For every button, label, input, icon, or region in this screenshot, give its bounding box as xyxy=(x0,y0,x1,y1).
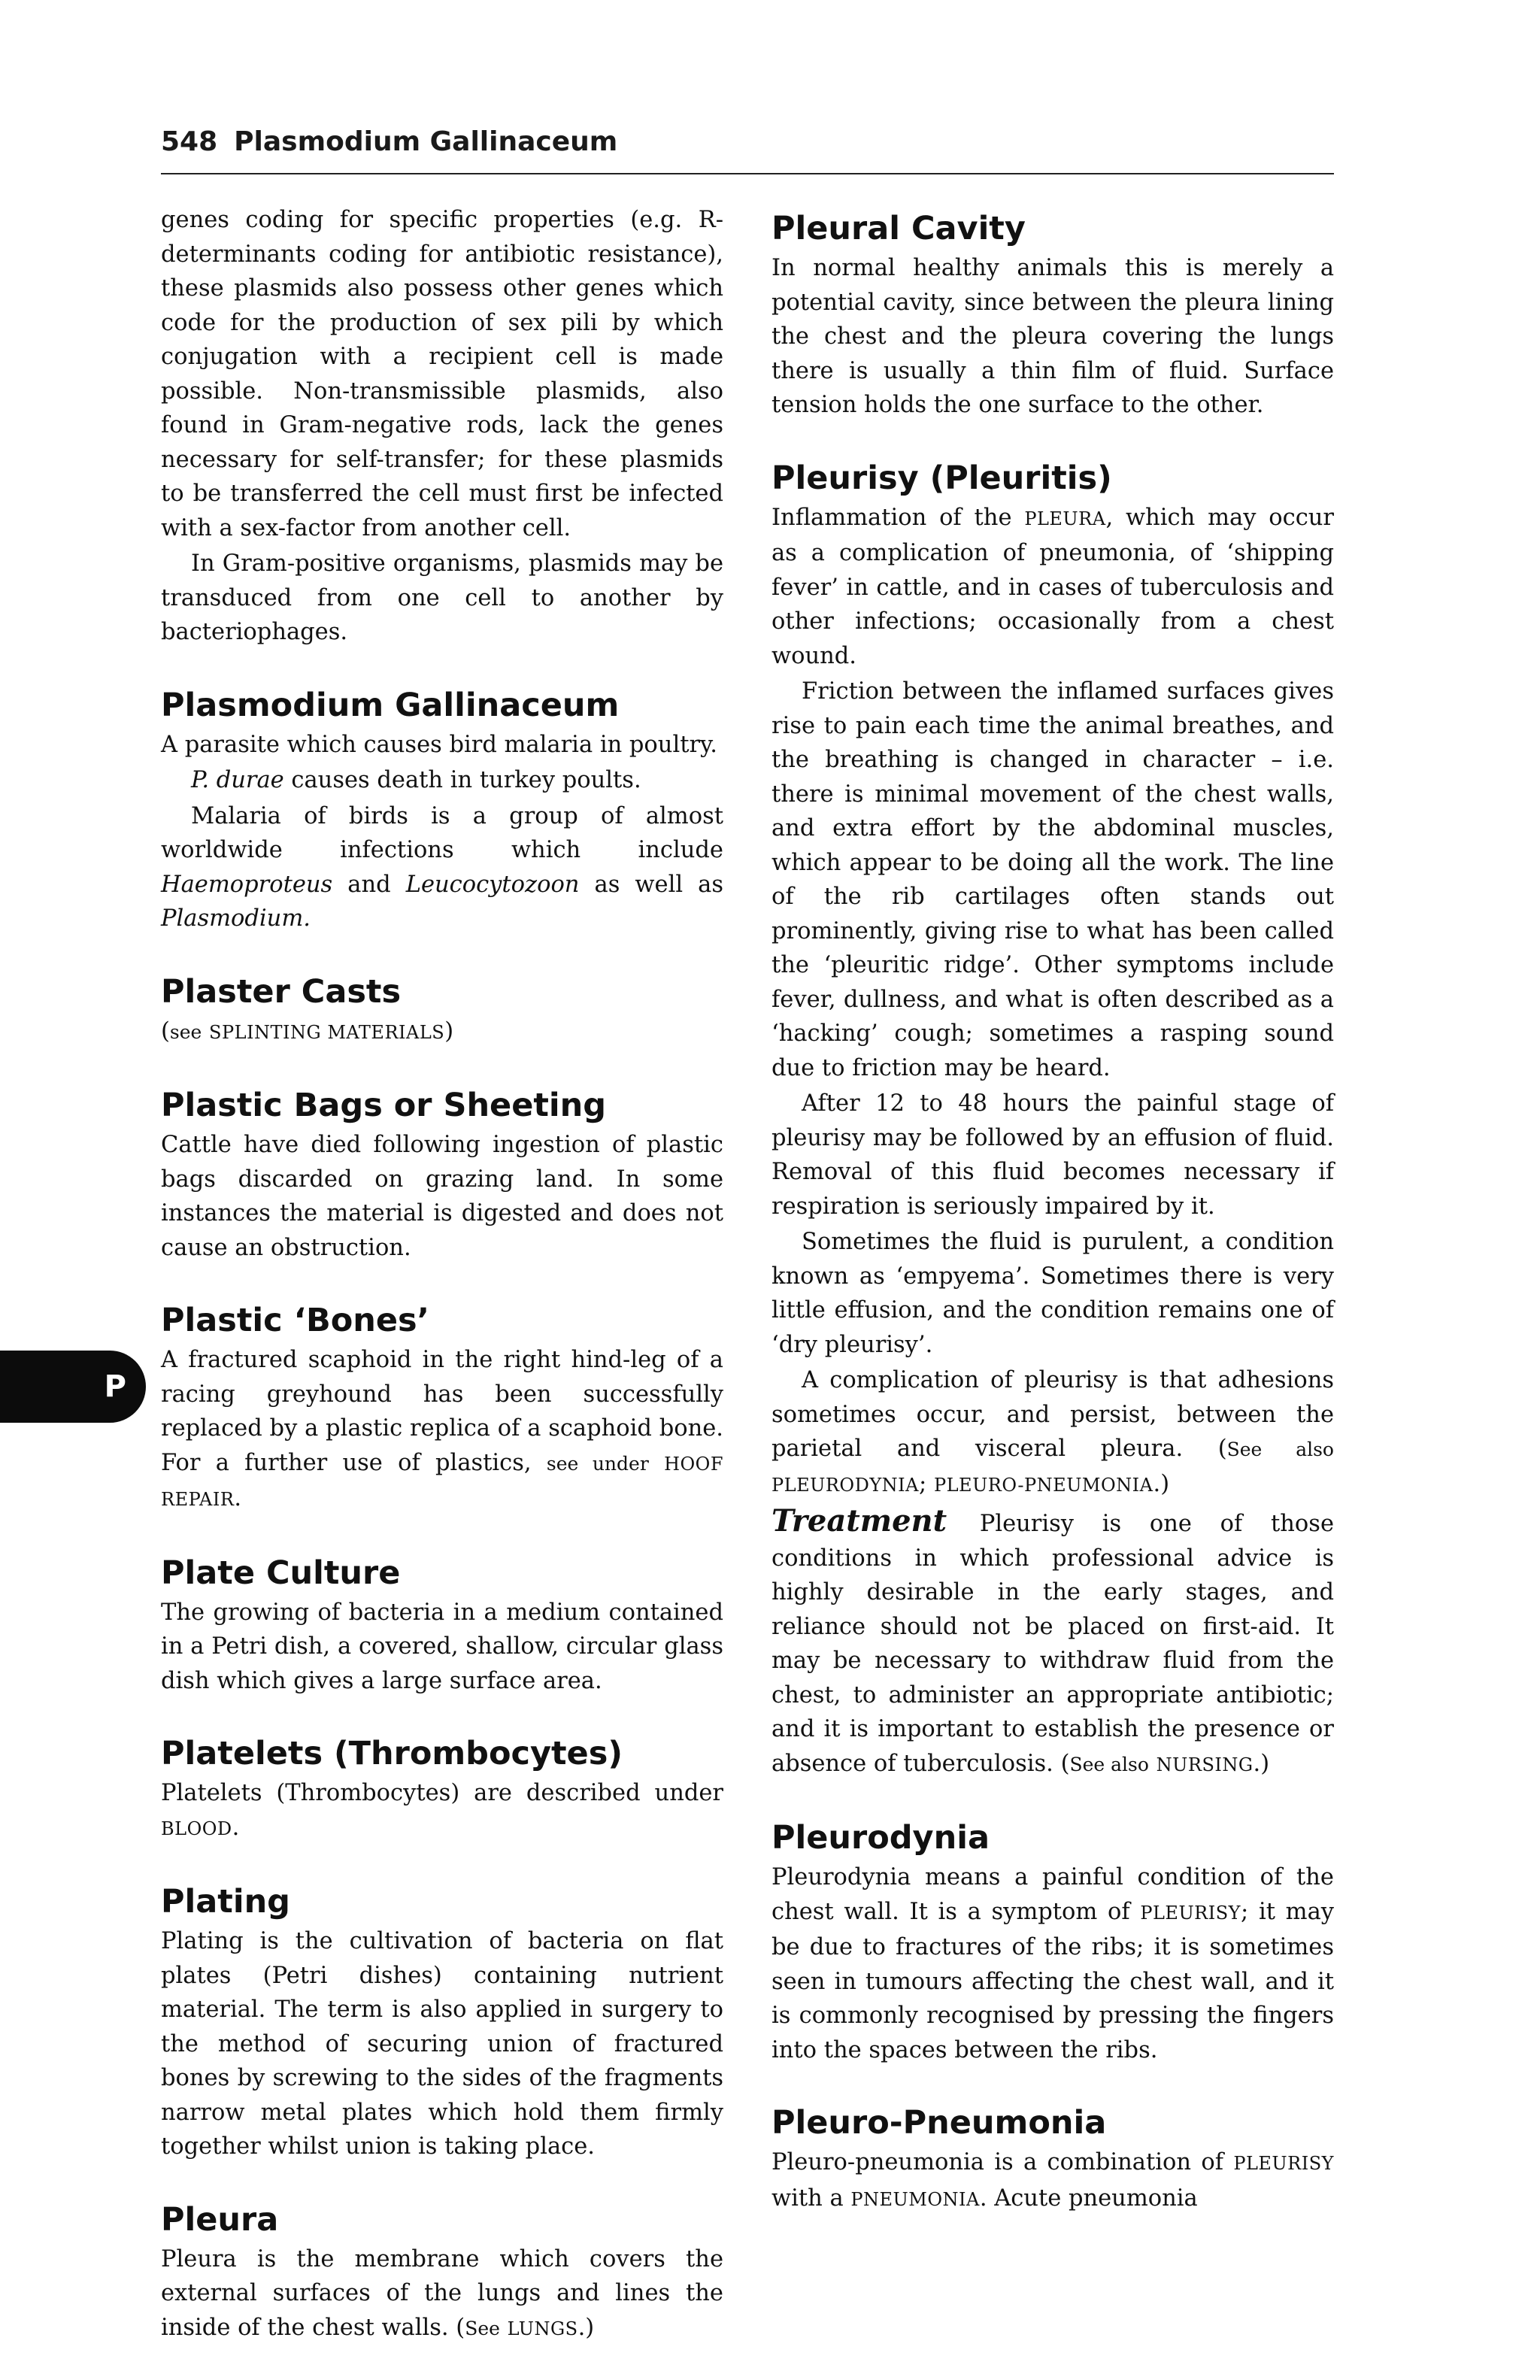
entry-text-fragment: Malaria of birds is a group of almost worldwide infections which include xyxy=(161,802,723,863)
entry-text-fragment: Platelets (Thrombocytes) are described under xyxy=(161,1780,723,1806)
entry-text-fragment: Inflammation of the xyxy=(772,504,1025,531)
cross-reference-link[interactable]: PLEURODYNIA xyxy=(772,1474,919,1496)
genus-name: Haemoproteus xyxy=(161,871,333,898)
entry-text xyxy=(161,799,723,936)
entry-title-pleurodynia: Pleurodynia xyxy=(772,1819,990,1857)
cross-reference-link[interactable]: LUNGS xyxy=(507,2318,578,2339)
cross-reference-link[interactable]: PNEUMONIA xyxy=(850,2188,980,2210)
see-label: See also xyxy=(1069,1753,1149,1775)
entry-text-fragment: as well as xyxy=(579,871,723,898)
entry-title-platelets: Platelets (Thrombocytes) xyxy=(161,1735,623,1772)
cross-reference-link[interactable]: NURSING xyxy=(1156,1754,1254,1775)
running-head xyxy=(161,126,1334,157)
entry-title-plastic-bones: Plastic ‘Bones’ xyxy=(161,1302,429,1339)
entry-text xyxy=(772,1363,1334,1502)
entry-text-fragment: Pleurodynia means a painful condition of the chest wall. It is a symptom of xyxy=(772,1864,1334,1925)
page-number: 548 xyxy=(161,126,218,157)
genus-name: Plasmodium. xyxy=(161,905,311,932)
entry-text-fragment: ( xyxy=(161,1017,170,1044)
entry-text: Cattle have died following ingestion of plastic bags discarded on grazing land. In some instances the material is digested and does not cause an obstruction. xyxy=(161,1132,723,1261)
entry-text xyxy=(161,1343,723,1517)
header-rule xyxy=(161,173,1334,174)
entry-text-fragment: causes death in turkey poults. xyxy=(283,767,641,793)
cross-reference-link[interactable]: PLEURO-PNEUMONIA xyxy=(933,1474,1153,1496)
genus-name: Leucocytozoon xyxy=(405,871,580,898)
entry-text: In normal healthy animals this is merely a potential cavity, since between the pleura lining the chest and the pleura covering the lungs there is usually a thin film of fluid. Surface tension holds the one surface to the other. xyxy=(772,255,1334,418)
entry-text-fragment: .) xyxy=(1253,1750,1270,1777)
entry-text-fragment: ) xyxy=(444,1017,454,1044)
entry-text xyxy=(772,1860,1334,2067)
cross-reference-link[interactable]: PLEURA xyxy=(1024,508,1106,529)
cross-reference-link[interactable]: HOOF REPAIR xyxy=(161,1453,723,1510)
entry-text-fragment: Pleurisy is one of those conditions in which professional advice is highly desirable in the early stages, and reliance should not be placed on first-aid. It may be necessary to withdraw fluid from the chest, to administer an appropriate antibiotic; and it is important to establish the presence or absence of tuberculosis. ( xyxy=(772,1511,1334,1777)
treatment-run-in-head: Treatment xyxy=(772,1503,947,1539)
entry-text-fragment: A fractured scaphoid in the right hind-leg of a racing greyhound has been successfully replaced by a plastic replica of a scaphoid bone. For a further use of plastics, xyxy=(161,1347,723,1476)
continued-paragraph-2: In Gram-positive organisms, plasmids may be transduced from one cell to another by bacteriophages. xyxy=(161,550,723,645)
entry-text xyxy=(161,1776,723,1846)
cross-reference-link[interactable]: SPLINTING MATERIALS xyxy=(209,1021,445,1043)
entry-title-plastic-bags: Plastic Bags or Sheeting xyxy=(161,1087,607,1124)
entry-title-plaster-casts: Plaster Casts xyxy=(161,972,402,1011)
entry-text-fragment: and xyxy=(332,871,406,898)
entry-title-pleural-cavity: Pleural Cavity xyxy=(772,210,1026,247)
entry-text-fragment: .) xyxy=(1153,1470,1170,1497)
entry-text-fragment: ; it may be due to fractures of the ribs; it is sometimes seen in tumours affecting the chest wall, and it is commonly recognised by pressing the fingers into the spaces between the ribs. xyxy=(772,1898,1334,2063)
entry-text-fragment: , which may occur as a complication of pneumonia, of ‘shipping fever’ in cattle, and in cases of tuberculosis and other infections; occasionally from a chest wound. xyxy=(772,504,1334,669)
entry-title-pleuro-pneumonia: Pleuro-Pneumonia xyxy=(772,2104,1107,2142)
entry-text-fragment: A complication of pleurisy is that adhesions sometimes occur, and persist, between the parietal and visceral pleura. ( xyxy=(772,1367,1334,1462)
entry-text-fragment: . Acute pneumonia xyxy=(979,2184,1198,2212)
entry-title-pleurisy: Pleurisy (Pleuritis) xyxy=(772,459,1112,497)
see-label: See also xyxy=(1226,1439,1334,1460)
entry-text xyxy=(772,501,1334,674)
entry-text: After 12 to 48 hours the painful stage of pleurisy may be followed by an effusion of fluid. Removal of this fluid becomes necessary if respiration is seriously impaired by it. xyxy=(772,1090,1334,1220)
thumb-tab-letter: P xyxy=(104,1369,126,1404)
continued-paragraph: genes coding for specific properties (e.g. R-determinants coding for antibiotic resistance), these plasmids also possess other genes which code for the production of sex pili by which conjugation with a recipient cell is made possible. Non-transmissible plasmids, also found in Gram-negative rods, lack the genes necessary for self-transfer; for these plasmids to be transferred the cell must first be infected with a sex-factor from another cell. xyxy=(161,207,723,541)
entry-text xyxy=(772,2145,1334,2217)
entry-text xyxy=(161,2242,723,2347)
entry-text: A parasite which causes bird malaria in poultry. xyxy=(161,731,717,758)
see-label: see under xyxy=(546,1452,649,1475)
letter-thumb-tab xyxy=(0,1351,146,1423)
genus-name: P. durae xyxy=(191,767,284,793)
cross-reference xyxy=(161,1014,723,1051)
entry-text xyxy=(161,763,723,798)
treatment-paragraph xyxy=(772,1504,1334,1782)
entry-text-fragment: Pleura is the membrane which covers the external surfaces of the lungs and lines the inside of the chest walls. ( xyxy=(161,2245,723,2341)
running-title: Plasmodium Gallinaceum xyxy=(234,126,618,157)
entry-title-plasmodium-gallinaceum: Plasmodium Gallinaceum xyxy=(161,686,620,724)
cross-reference-link[interactable]: PLEURISY xyxy=(1140,1902,1241,1924)
entry-text: The growing of bacteria in a medium contained in a Petri dish, a covered, shallow, circular glass dish which gives a large surface area. xyxy=(161,1599,723,1694)
right-column xyxy=(772,203,1334,2217)
entry-text-fragment: Pleuro-pneumonia is a combination of xyxy=(772,2149,1234,2175)
entry-text-fragment: .) xyxy=(578,2314,595,2341)
entry-text-fragment: ; xyxy=(918,1470,934,1497)
entry-title-plate-culture: Plate Culture xyxy=(161,1554,401,1592)
entry-title-plating: Plating xyxy=(161,1883,290,1921)
cross-reference-link[interactable]: BLOOD xyxy=(161,1818,232,1839)
entry-text: Sometimes the fluid is purulent, a condition known as ‘empyema’. Sometimes there is very little effusion, and the condition remains one of ‘dry pleurisy’. xyxy=(772,1229,1334,1358)
left-column xyxy=(161,203,723,2346)
entry-text: Plating is the cultivation of bacteria on flat plates (Petri dishes) containing nutrient material. The term is also applied in surgery to the method of securing union of fractured bones by screwing to the sides of the fragments narrow metal plates which hold them firmly together whilst union is taking place. xyxy=(161,1928,723,2160)
entry-text: Friction between the inflamed surfaces gives rise to pain each time the animal breathes, and the breathing is changed in character – i.e. there is minimal movement of the chest walls, and extra effort by the abdominal muscles, which appear to be doing all the work. The line of the rib cartilages often stands out prominently, giving rise to what has been called the ‘pleuritic ridge’. Other symptoms include fever, dullness, and what is often described as a ‘hacking’ cough; sometimes a rasping sound due to friction may be heard. xyxy=(772,678,1334,1081)
entry-text-fragment: with a xyxy=(772,2184,851,2212)
see-label: See xyxy=(465,2317,500,2339)
entry-title-pleura: Pleura xyxy=(161,2200,279,2239)
entry-text-fragment: . xyxy=(234,1485,242,1511)
cross-reference-link[interactable]: PLEURISY xyxy=(1233,2153,1334,2174)
entry-text-fragment: . xyxy=(232,1814,240,1841)
see-label: see xyxy=(169,1020,202,1043)
